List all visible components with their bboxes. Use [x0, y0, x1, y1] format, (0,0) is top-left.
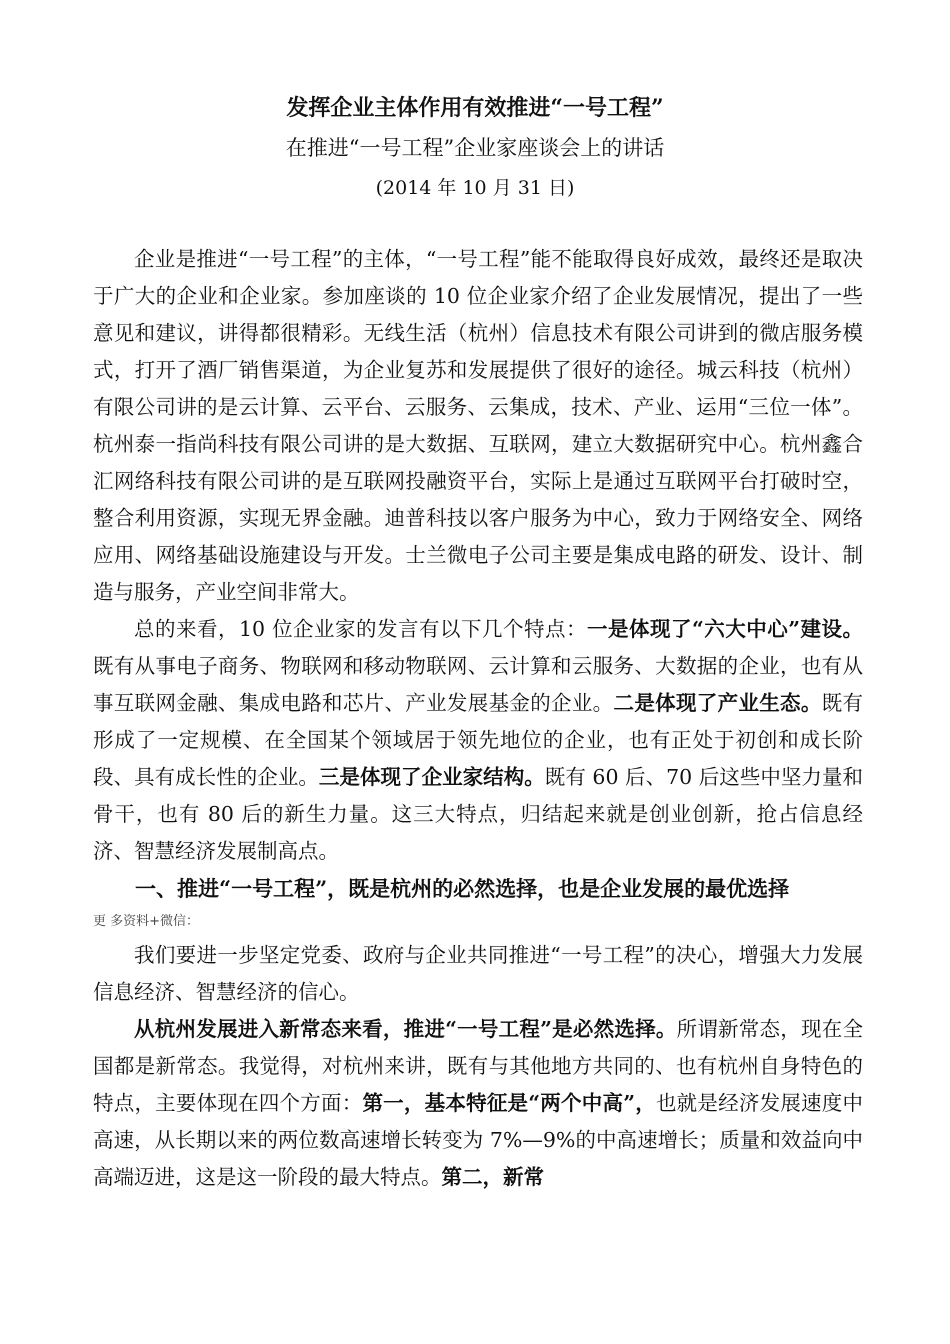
paragraph-2-intro: 总的来看，10 位企业家的发言有以下几个特点： [134, 617, 587, 641]
paragraph-4-text: 所谓新常态，现在全国都是新常态。我觉得，对杭州来讲，既有与其他地方共同的、也有杭州自身特色的特点，主要体现在四个方面： [93, 1017, 863, 1115]
document-title: 发挥企业主体作用有效推进“一号工程” [286, 95, 664, 121]
point-two: 二是体现了产业生态。 [613, 691, 822, 715]
paragraph-3: 我们要进一步坚定党委、政府与企业共同推进“一号工程”的决心，增强大力发展信息经济、智慧经济的信心。 [93, 943, 863, 1004]
point-one: 一是体现了“六大中心”建设。 [586, 617, 863, 641]
point-one-text: 既有从事电子商务、物联网和移动物联网、云计算和云服务、大数据的企业，也有从事互联网金融、集成电路和芯片、产业发展基金的企业。 [93, 654, 863, 715]
feature-two: 第二，新常 [441, 1165, 544, 1189]
point-three: 三是体现了企业家结构。 [318, 765, 545, 789]
document-subtitle: 在推进“一号工程”企业家座谈会上的讲话 [285, 136, 665, 160]
document-date: (2014 年 10 月 31 日) [375, 177, 575, 199]
feature-one-text: 也就是经济发展速度中高速，从长期以来的两位数高速增长转变为 7%—9%的中高速增长；质量和效益向中高端迈进，这是这一阶段的最大特点。 [93, 1091, 863, 1189]
document-body [93, 241, 863, 1196]
section-heading-1: 一、推进“一号工程”，既是杭州的必然选择，也是企业发展的最优选择 [135, 876, 790, 901]
point-three-text: 既有 60 后、70 后这些中坚力量和骨干，也有 80 后的新生力量。这三大特点，归结起来就是创业创新，抢占信息经济、智慧经济发展制高点。 [93, 765, 863, 863]
paragraph-1: 企业是推进“一号工程”的主体，“一号工程”能不能取得良好成效，最终还是取决于广大的企业和企业家。参加座谈的 10 位企业家介绍了企业发展情况，提出了一些意见和建议，讲得都很精彩。无线生活（杭州）信息技术有限公司讲到的微店服务模式，打开了酒厂销售渠道，为企业复苏和发展提供了很好的途径。城云科技（杭州）有限公司讲的是云计算、云平台、云服务、云集成，技术、产业、运用“三位一体”。杭州泰一指尚科技有限公司讲的是大数据、互联网，建立大数据研究中心。杭州鑫合汇网络科技有限公司讲的是互联网投融资平台，实际上是通过互联网平台打破时空，整合利用资源，实现无界金融。迪普科技以客户服务为中心，致力于网络安全、网络应用、网络基础设施建设与开发。士兰微电子公司主要是集成电路的研发、设计、制造与服务，产业空间非常大。 [93, 247, 863, 604]
paragraph-4-lead: 从杭州发展进入新常态来看，推进“一号工程”是必然选择。 [134, 1017, 677, 1041]
paragraph-4 [93, 1011, 863, 1196]
wechat-note: 更 多资料+微信： [93, 914, 200, 929]
point-two-text: 既有形成了一定规模、在全国某个领域居于领先地位的企业，也有正处于初创和成长阶段、具有成长性的企业。 [93, 691, 864, 789]
feature-one: 第一，基本特征是“两个中高”， [362, 1091, 656, 1115]
paragraph-2 [93, 611, 863, 870]
